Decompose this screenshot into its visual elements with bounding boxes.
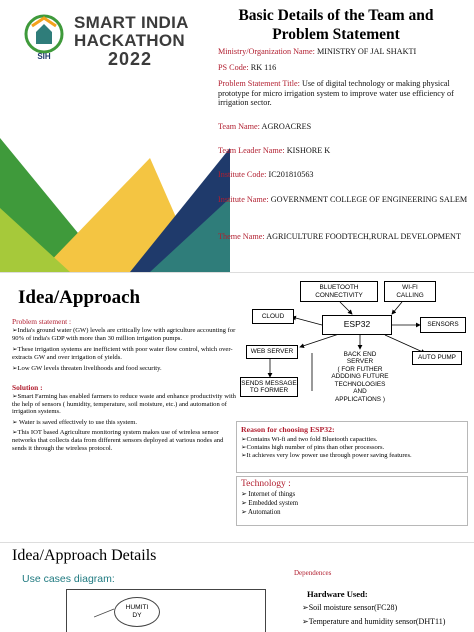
field-team-leader xyxy=(218,146,468,156)
solution-point: ➢This IOT based Agriculture monitoring system makes use of wireless sensor networks that collects data from different sensors deployed at various nodes and sends it through the wireless protocol. xyxy=(12,429,224,452)
technology-heading: Technology : xyxy=(241,479,291,489)
wifi-label: WI-FI CALLING xyxy=(396,284,424,299)
slide-2-title: Idea/Approach xyxy=(18,287,141,308)
field-label: Team Leader Name: xyxy=(218,146,285,155)
field-label: Theme Name: xyxy=(218,232,265,241)
reason-esp32-box xyxy=(236,421,468,473)
field-value: KISHORE K xyxy=(286,146,331,155)
field-value: RK 116 xyxy=(250,63,277,72)
technology-item: ➢ Automation xyxy=(241,509,281,516)
wifi-block xyxy=(384,281,436,302)
field-institute-code xyxy=(218,170,468,180)
use-cases-subtitle: Use cases diagram: xyxy=(22,573,115,585)
field-institute-name xyxy=(218,195,468,205)
title-line-2: Problem Statement xyxy=(272,26,400,43)
cloud-label: CLOUD xyxy=(261,312,285,320)
logo-mark-text: SIH xyxy=(37,52,51,61)
technology-item: ➢ Embedded system xyxy=(241,500,299,507)
field-value: IC201810563 xyxy=(268,170,314,179)
field-ps-title xyxy=(218,79,468,108)
use-case-humidity xyxy=(114,597,160,627)
field-value: AGROACRES xyxy=(261,122,312,131)
field-label: Team Name: xyxy=(218,122,260,131)
slide-1-title xyxy=(206,6,466,44)
sends-message-label: SENDS MESSAGE TO FORMER xyxy=(241,379,297,394)
field-label: Institute Name: xyxy=(218,195,269,204)
field-value: MINISTRY OF JAL SHAKTI xyxy=(317,47,417,56)
backend-server-label: BACK END SERVER ( FOR FUTHER ADDDING FUTURE TECHNOLOGIES AND APPLICATIONS ) xyxy=(331,351,389,403)
slide-idea-details xyxy=(0,542,474,632)
field-label: Problem Statement Title: xyxy=(218,79,300,88)
logo-year: 2022 xyxy=(108,49,153,69)
problem-point: ➢These irrigation systems are inefficient with poor water flow control, which over-extracts GW and over irrigation of yields. xyxy=(12,346,233,361)
sensors-label: SENSORS xyxy=(427,321,459,329)
field-value: AGRICULTURE FOODTECH,RURAL DEVELOPMENT xyxy=(266,232,461,241)
field-team-name xyxy=(218,122,468,132)
web-server-block xyxy=(246,345,298,359)
sih-logo xyxy=(22,8,192,70)
web-server-label: WEB SERVER xyxy=(250,348,294,356)
logo-line-2: HACKATHON xyxy=(74,31,185,50)
hardware-heading: Hardware Used: xyxy=(307,589,368,599)
technology-item: ➢ Internet of things xyxy=(241,491,296,498)
slide-basic-details xyxy=(0,0,474,272)
problem-heading: Problem statement : xyxy=(12,317,72,326)
field-label: Ministry/Organization Name: xyxy=(218,47,315,56)
decorative-triangles xyxy=(0,118,230,272)
bluetooth-label: BLUETOOTH CONNECTIVITY xyxy=(315,284,363,299)
bluetooth-block xyxy=(300,281,378,302)
solution-heading: Solution : xyxy=(12,383,43,392)
field-theme-name xyxy=(218,232,468,242)
use-case-humidity-label: HUMITI DY xyxy=(125,604,149,619)
field-ps-code xyxy=(218,63,468,73)
sends-message-block xyxy=(240,377,298,397)
title-line-1: Basic Details of the Team and xyxy=(238,7,434,24)
dependencies-label: Dependences xyxy=(294,569,332,577)
sensors-block xyxy=(420,317,466,333)
field-label: Institute Code: xyxy=(218,170,267,179)
field-ministry xyxy=(218,47,468,57)
auto-pump-block xyxy=(412,351,462,365)
solution-point: ➢Smart Farming has enabled farmers to reduce waste and enhance productivity with the help of sensors ( humidity, temperature, soil moisture, etc.) and automation of irrigation systems. xyxy=(12,393,236,416)
reason-point: ➢It achieves very low power use through power saving features. xyxy=(241,452,412,459)
solution-point: ➢ Water is saved effectively to use this system. xyxy=(12,418,138,426)
esp32-block xyxy=(322,315,392,335)
auto-pump-label: AUTO PUMP xyxy=(418,354,456,362)
logo-text xyxy=(74,14,189,68)
backend-server-block xyxy=(318,349,402,405)
reason-heading: Reason for choosing ESP32: xyxy=(241,425,335,434)
logo-line-1: SMART INDIA xyxy=(74,13,189,32)
sih-logo-icon xyxy=(22,12,66,62)
problem-point: ➢Low GW levels threaten livelihoods and food security. xyxy=(12,365,162,373)
field-label: PS Code: xyxy=(218,63,249,72)
slide-3-title: Idea/Approach Details xyxy=(12,547,157,564)
reason-point: ➢Contains high number of pins than other processors. xyxy=(241,444,385,451)
slide-idea-approach xyxy=(0,272,474,542)
problem-point: ➢India's ground water (GW) levels are critically low with agriculture accounting for 90% of india's GDP with more than 30 million irrigation pumps. xyxy=(12,327,236,342)
hardware-item: ➢Soil moisture sensor(FC28) xyxy=(302,603,398,612)
field-value: GOVERNMENT COLLEGE OF ENGINEERING SALEM xyxy=(270,195,468,204)
cloud-block xyxy=(252,309,294,324)
reason-point: ➢Contains Wi-fi and two fold Bluetooth capacities. xyxy=(241,436,378,443)
esp32-label: ESP32 xyxy=(343,319,371,330)
field-value: Use of digital technology or making physical prototype for micro irrigation system to improve water use efficiency of irrigation sector. xyxy=(218,79,454,108)
technology-box xyxy=(236,476,468,526)
hardware-item: ➢Temperature and humidity sensor(DHT11) xyxy=(302,617,446,626)
